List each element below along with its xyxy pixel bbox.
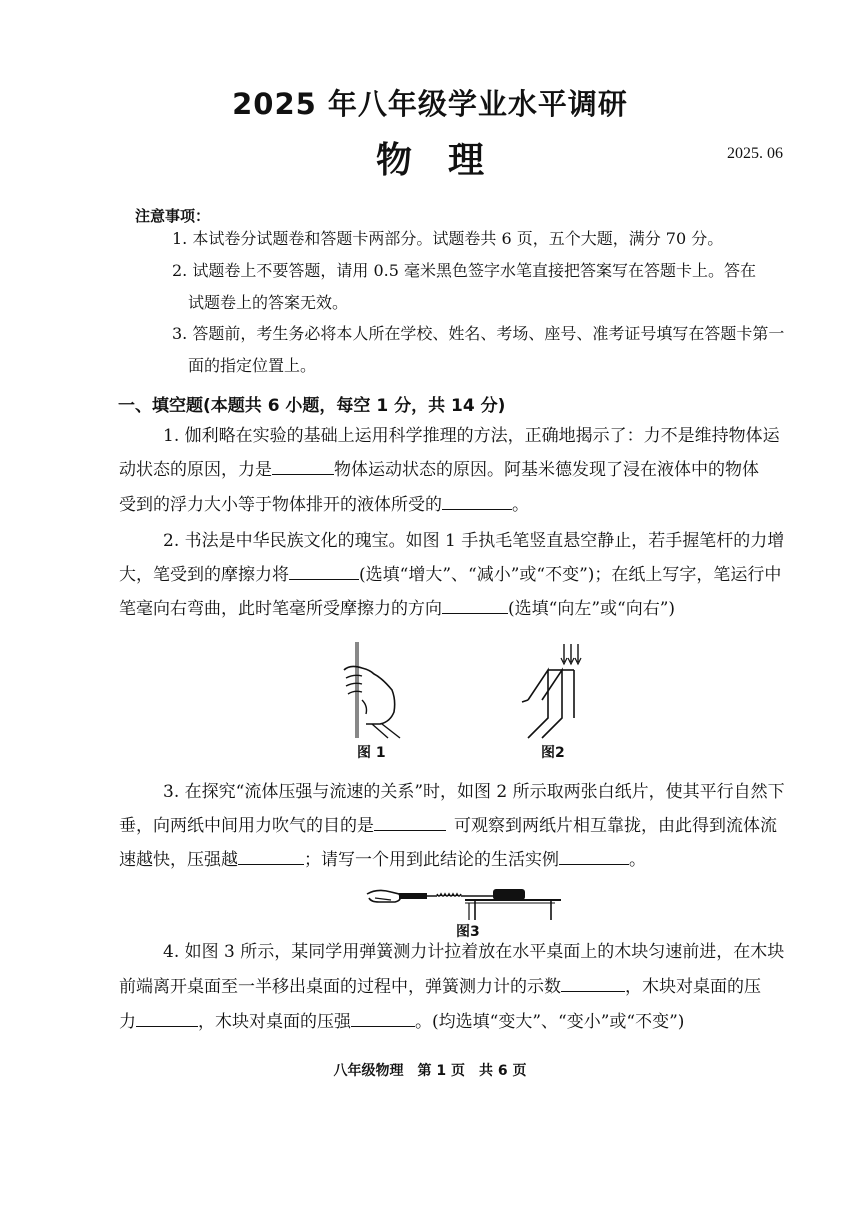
answer-blank bbox=[442, 612, 508, 614]
q2-line3 bbox=[119, 599, 675, 619]
q3-text: 垂，向两纸中间用力吹气的目的是 bbox=[119, 816, 374, 836]
answer-blank bbox=[559, 863, 629, 865]
answer-blank bbox=[136, 1025, 198, 1027]
answer-blank bbox=[272, 473, 334, 475]
q2-line1: 2. 书法是中华民族文化的瑰宝。如图 1 手执毛笔竖直悬空静止，若手握笔杆的力增 bbox=[163, 531, 785, 551]
figure-3-caption: 图3 bbox=[456, 924, 480, 940]
notice-item: 试题卷上的答案无效。 bbox=[188, 293, 349, 312]
q4-line2 bbox=[119, 977, 761, 997]
q3-text: 可观察到两纸片相互靠拢，由此得到流体流 bbox=[454, 816, 777, 836]
exam-title: 2025 年八年级学业水平调研 bbox=[232, 87, 628, 121]
q2-text: (选填“增大”、“减小”或“不变”)；在纸上写字，笔运行中 bbox=[359, 565, 782, 585]
figure-1-caption: 图 1 bbox=[357, 745, 386, 761]
answer-blank bbox=[238, 863, 304, 865]
q1-line1: 1. 伽利略在实验的基础上运用科学推理的方法，正确地揭示了：力不是维持物体运 bbox=[163, 426, 780, 446]
q4-line1: 4. 如图 3 所示，某同学用弹簧测力计拉着放在水平桌面上的木块匀速前进，在木块 bbox=[163, 942, 785, 962]
notice-heading: 注意事项： bbox=[135, 207, 211, 225]
q4-text: 力 bbox=[119, 1012, 136, 1032]
q4-text: 前端离开桌面至一半移出桌面的过程中，弹簧测力计的示数 bbox=[119, 977, 561, 997]
q2-text: (选填“向左”或“向右”) bbox=[508, 599, 676, 619]
exam-date: 2025. 06 bbox=[727, 145, 783, 162]
q3-text: 速越快，压强越 bbox=[119, 850, 238, 870]
answer-blank bbox=[442, 508, 512, 510]
q1-text: 受到的浮力大小等于物体排开的液体所受的 bbox=[119, 495, 442, 515]
notice-item: 1. 本试卷分试题卷和答题卡两部分。试题卷共 6 页，五个大题，满分 70 分。 bbox=[172, 229, 724, 248]
q3-line3 bbox=[119, 850, 646, 870]
q2-line2 bbox=[119, 565, 781, 585]
q3-line1: 3. 在探究“流体压强与流速的关系”时，如图 2 所示取两张白纸片，使其平行自然下 bbox=[163, 782, 785, 802]
q4-text: 。(均选填“变大”、“变小”或“不变”) bbox=[415, 1012, 685, 1032]
q1-text: 物体运动状态的原因。阿基米德发现了浸在液体中的物体 bbox=[334, 460, 759, 480]
q3-line2 bbox=[119, 816, 777, 836]
page-footer: 八年级物理 第 1 页 共 6 页 bbox=[333, 1063, 527, 1079]
answer-blank bbox=[289, 578, 359, 580]
notice-item: 2. 试题卷上不要答题，请用 0.5 毫米黑色签字水笔直接把答案写在答题卡上。答在 bbox=[172, 261, 756, 280]
notice-item: 3. 答题前，考生务必将本人所在学校、姓名、考场、座号、准考证号填写在答题卡第一 bbox=[172, 324, 785, 343]
subject-title: 物 理 bbox=[375, 140, 484, 181]
q3-text: 。 bbox=[629, 850, 646, 870]
figure-2-paper-drawing bbox=[512, 640, 592, 740]
q4-line3 bbox=[119, 1012, 684, 1032]
figure-2-caption: 图2 bbox=[541, 745, 565, 761]
q4-text: ，木块对桌面的压 bbox=[625, 977, 761, 997]
q3-text: ；请写一个用到此结论的生活实例 bbox=[304, 850, 559, 870]
notice-item: 面的指定位置上。 bbox=[188, 356, 317, 375]
answer-blank bbox=[351, 1025, 415, 1027]
q1-text: 动状态的原因，力是 bbox=[119, 460, 272, 480]
q2-text: 笔毫向右弯曲，此时笔毫所受摩擦力的方向 bbox=[119, 599, 442, 619]
answer-blank bbox=[374, 829, 446, 831]
figure-3-table-drawing bbox=[365, 880, 565, 922]
q1-text: 。 bbox=[512, 495, 529, 515]
figure-1-brush-drawing bbox=[322, 640, 412, 740]
q2-text: 大，笔受到的摩擦力将 bbox=[119, 565, 289, 585]
q1-line3 bbox=[119, 495, 529, 515]
q1-line2 bbox=[119, 460, 759, 480]
answer-blank bbox=[561, 990, 625, 992]
section-heading: 一、填空题(本题共 6 小题，每空 1 分，共 14 分) bbox=[118, 396, 506, 416]
q4-text: ，木块对桌面的压强 bbox=[198, 1012, 351, 1032]
